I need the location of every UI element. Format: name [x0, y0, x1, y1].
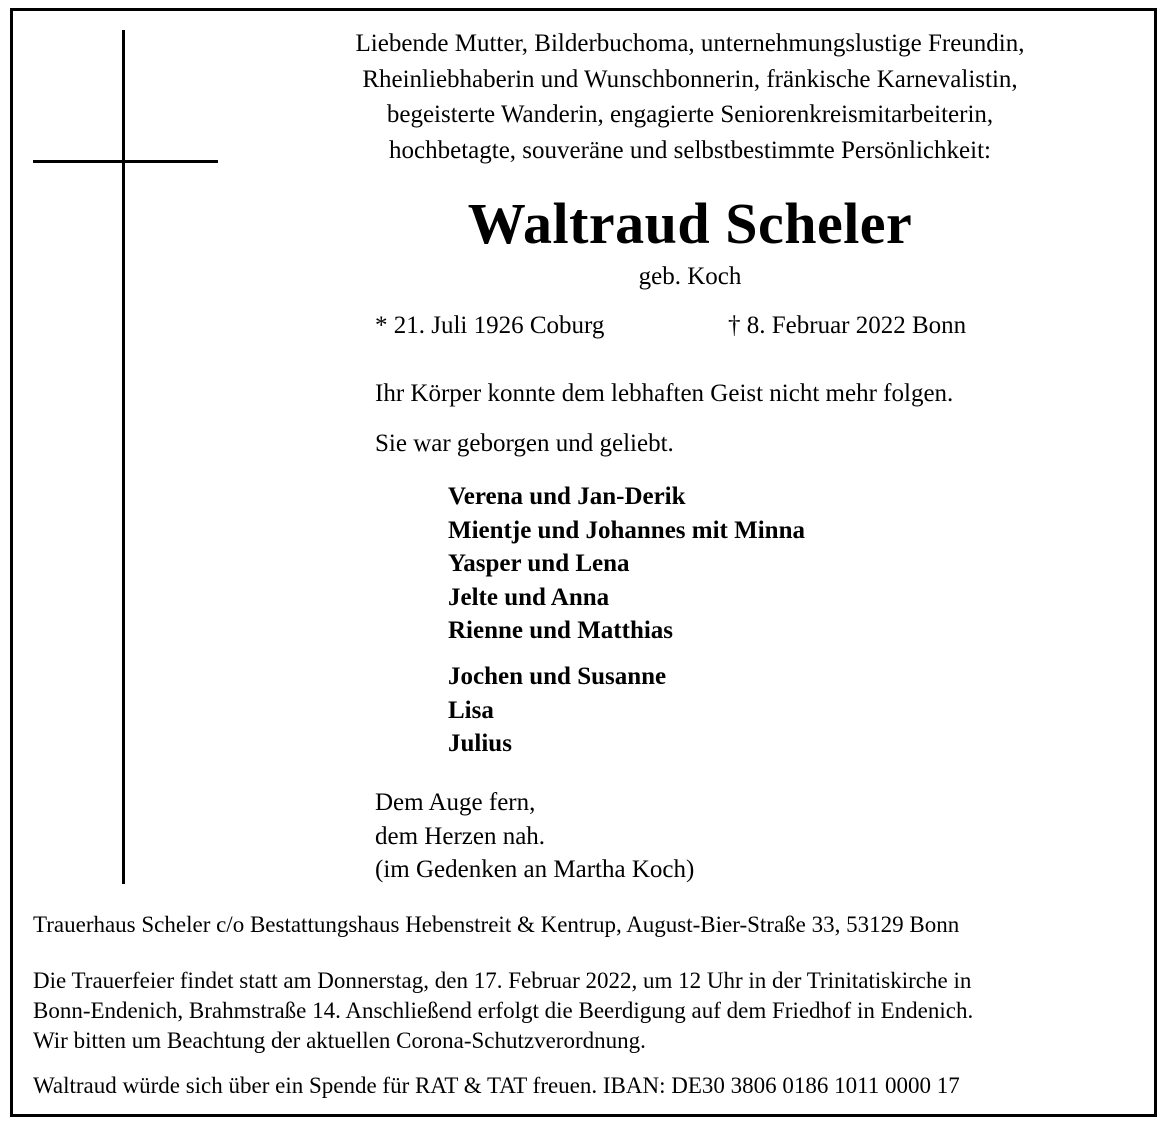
cross-icon-horizontal-bar: [33, 160, 218, 163]
family-member: Mientje und Johannes mit Minna: [448, 516, 805, 544]
cross-icon-vertical-bar: [122, 30, 125, 884]
family-member: Julius: [448, 730, 512, 757]
donation-info: Waltraud würde sich über ein Spende für RAT & TAT freuen. IBAN: DE30 3806 0186 1011 0000 17: [33, 1073, 960, 1098]
family-list-group-1: [448, 480, 805, 648]
closing-line: dem Herzen nah.: [375, 822, 546, 850]
intro-line: hochbetagte, souveräne und selbstbestimmte Persönlichkeit:: [389, 136, 991, 164]
service-line: Die Trauerfeier findet statt am Donnerstag, den 17. Februar 2022, um 12 Uhr in der Trinitatiskirche in: [33, 968, 972, 993]
funeral-service-info: [33, 966, 1143, 1056]
intro-line: Rheinliebhaberin und Wunschbonnerin, fränkische Karnevalistin,: [362, 65, 1018, 93]
service-line: Wir bitten um Beachtung der aktuellen Corona-Schutzverordnung.: [33, 1028, 646, 1053]
mourning-house-address: Trauerhaus Scheler c/o Bestattungshaus Hebenstreit & Kentrup, August-Bier-Straße 33, 53129 Bonn: [33, 912, 960, 937]
family-member: Verena und Jan-Derik: [448, 483, 686, 510]
birth-date: * 21. Juli 1926 Coburg: [375, 312, 605, 339]
service-line: Bonn-Endenich, Brahmstraße 14. Anschließend erfolgt die Beerdigung auf dem Friedhof in Endenich.: [33, 998, 974, 1023]
family-member: Jelte und Anna: [448, 583, 610, 611]
death-date: † 8. Februar 2022 Bonn: [728, 312, 967, 339]
maiden-name: geb. Koch: [638, 263, 742, 290]
intro-line: begeisterte Wanderin, engagierte Seniorenkreismitarbeiterin,: [386, 101, 994, 128]
family-member: Rienne und Matthias: [448, 617, 674, 644]
family-list-group-2: [448, 660, 666, 761]
family-member: Jochen und Susanne: [448, 663, 667, 690]
family-member: Lisa: [448, 696, 494, 724]
text-line-loved: Sie war geborgen und geliebt.: [375, 430, 674, 457]
family-member: Yasper und Lena: [448, 550, 630, 577]
intro-line: Liebende Mutter, Bilderbuchoma, unternehmungslustige Freundin,: [355, 30, 1025, 57]
intro-text: [260, 26, 1120, 168]
deceased-name: Waltraud Scheler: [467, 191, 913, 256]
closing-line: (im Gedenken an Martha Koch): [375, 856, 695, 883]
text-line-body: Ihr Körper konnte dem lebhaften Geist nicht mehr folgen.: [375, 380, 954, 407]
closing-line: Dem Auge fern,: [375, 789, 536, 816]
closing-verse: [375, 786, 694, 887]
